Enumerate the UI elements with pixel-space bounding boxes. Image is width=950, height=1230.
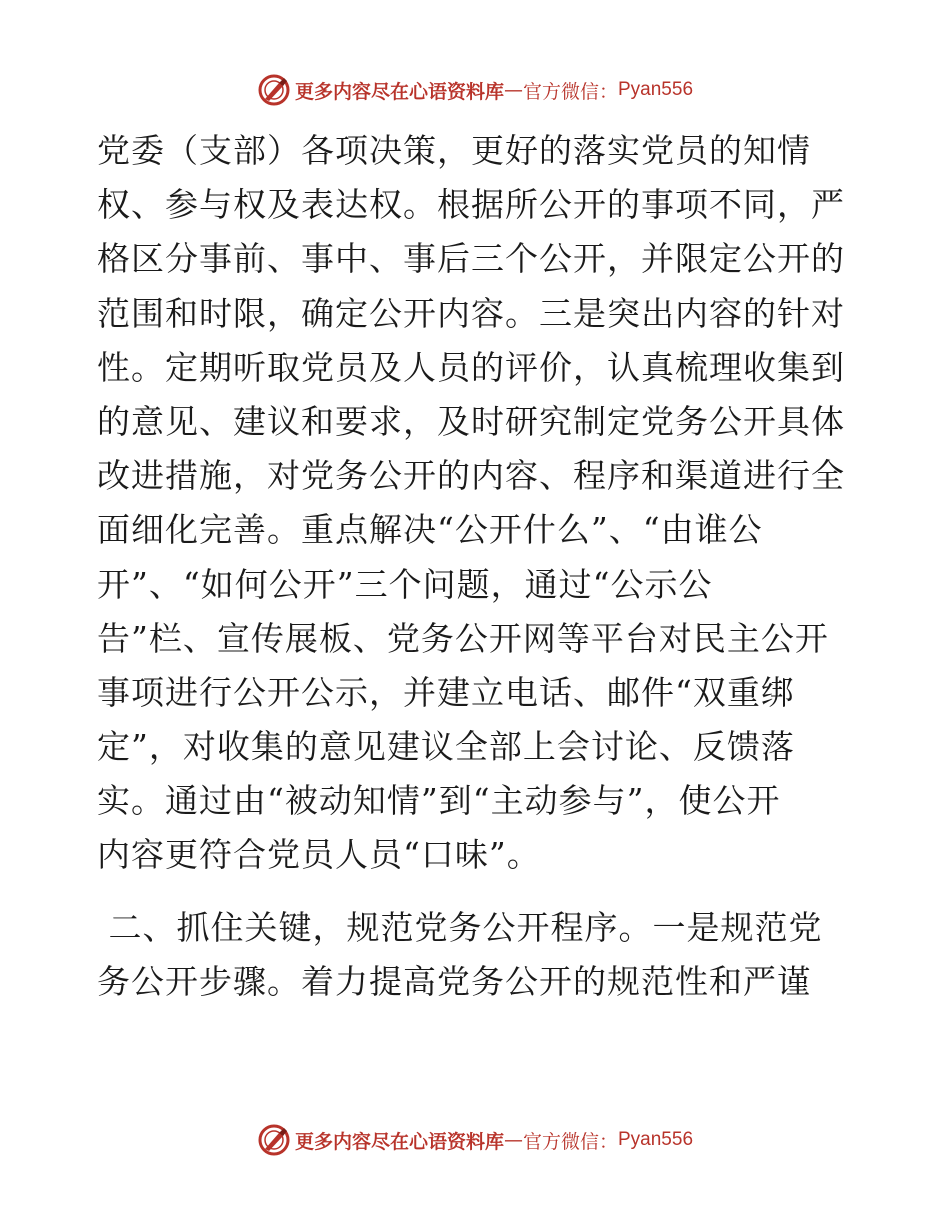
footer-watermark xyxy=(0,1120,950,1160)
watermark-brand-text: 更多内容尽在心语资料库 xyxy=(294,1130,504,1153)
paragraph-spacer xyxy=(97,883,857,901)
text-line: 二、抓住关键，规范党务公开程序。一是规范党 xyxy=(97,907,823,947)
text-line: 内容更符合党员人员“口味”。 xyxy=(97,835,541,875)
watermark-dash: — xyxy=(503,1129,523,1151)
watermark-wechat-id: Pyan556 xyxy=(618,1129,694,1150)
document-body xyxy=(97,124,857,1009)
text-line: 告”栏、宣传展板、党务公开网等平台对民主公开 xyxy=(97,618,829,658)
text-line: 改进措施，对党务公开的内容、程序和渠道进行全 xyxy=(97,456,845,496)
header-watermark xyxy=(0,70,950,110)
text-line: 党委（支部）各项决策，更好的落实党员的知情 xyxy=(97,131,811,170)
paragraph-2 xyxy=(97,901,857,1009)
text-line: 范围和时限，确定公开内容。三是突出内容的针对 xyxy=(97,293,845,333)
watermark-brand-text: 更多内容尽在心语资料库 xyxy=(294,80,504,103)
pen-logo-icon xyxy=(257,1123,291,1157)
watermark-wechat-id: Pyan556 xyxy=(618,79,694,100)
watermark-dash: — xyxy=(503,79,523,101)
text-line: 性。定期听取党员及人员的评价，认真梳理收集到 xyxy=(97,347,845,387)
text-line: 权、参与权及表达权。根据所公开的事项不同，严 xyxy=(97,185,845,225)
pen-logo-icon xyxy=(257,73,291,107)
text-line: 格区分事前、事中、事后三个公开，并限定公开的 xyxy=(97,239,845,279)
text-line: 事项进行公开公示，并建立电话、邮件“双重绑 xyxy=(97,672,795,712)
text-line: 开”、“如何公开”三个问题，通过“公示公 xyxy=(97,564,713,604)
watermark-wechat-label: 官方微信： xyxy=(522,80,618,103)
text-line: 实。通过由“被动知情”到“主动参与”，使公开 xyxy=(97,781,781,821)
text-line: 务公开步骤。着力提高党务公开的规范性和严谨 xyxy=(97,961,811,1001)
text-line: 面细化完善。重点解决“公开什么”、“由谁公 xyxy=(97,510,763,550)
text-line: 定”，对收集的意见建议全部上会讨论、反馈落 xyxy=(97,727,795,767)
watermark-wechat-label: 官方微信： xyxy=(522,1130,618,1153)
text-line: 的意见、建议和要求，及时研究制定党务公开具体 xyxy=(97,401,845,441)
paragraph-1 xyxy=(97,124,857,883)
